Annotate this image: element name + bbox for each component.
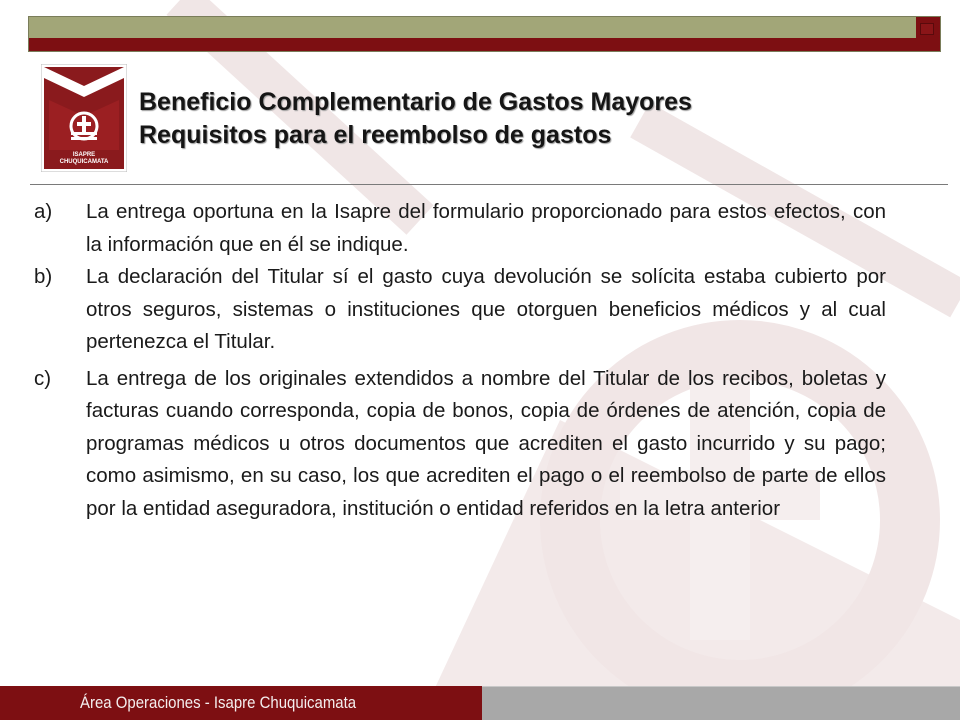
list-item-text: La declaración del Titular sí el gasto cuya devolución se solícita estaba cubierto por otros seguros, sistemas o instituciones que otorguen beneficios médicos y al cual pertenezca el Titular. <box>86 265 886 353</box>
footer-text: Área Operaciones - Isapre Chuquicamata <box>80 693 357 712</box>
list-marker: a) <box>34 200 53 223</box>
requirements-list <box>34 196 886 525</box>
list-marker: b) <box>34 265 53 288</box>
logo-text-line2: CHUQUICAMATA <box>59 159 109 165</box>
top-bar-red-strip <box>29 38 940 51</box>
logo-text <box>44 152 124 166</box>
top-bar-corner-box <box>916 17 940 40</box>
title-line-1: Beneficio Complementario de Gastos Mayores <box>139 88 692 116</box>
footer-gray-panel <box>482 686 960 720</box>
slide-title <box>139 86 692 152</box>
list-marker: c) <box>34 366 52 390</box>
footer-bar <box>0 686 960 720</box>
list-item-text: La entrega oportuna en la Isapre del formulario proporcionado para estos efectos, con la información que en él se indique. <box>86 200 886 256</box>
title-line-2: Requisitos para el reembolso de gastos <box>139 121 612 149</box>
top-decorative-bar <box>28 16 941 52</box>
title-divider <box>30 184 948 185</box>
list-item-text: La entrega de los originales extendidos a nombre del Titular de los recibos, boletas y facturas cuando corresponda, copia de bonos, copia de órdenes de atención, copia de programas médicos u otros documentos que acrediten el gasto incurrido y su pago; como asimismo, en su caso, los que acrediten el pago o el reembolso de parte de ellos por la entidad aseguradora, institución o entidad referidos en la letra anterior <box>86 366 886 520</box>
list-item <box>34 363 886 526</box>
list-item <box>34 196 886 261</box>
logo-text-line1: ISAPRE <box>72 152 96 158</box>
list-item <box>34 261 886 359</box>
